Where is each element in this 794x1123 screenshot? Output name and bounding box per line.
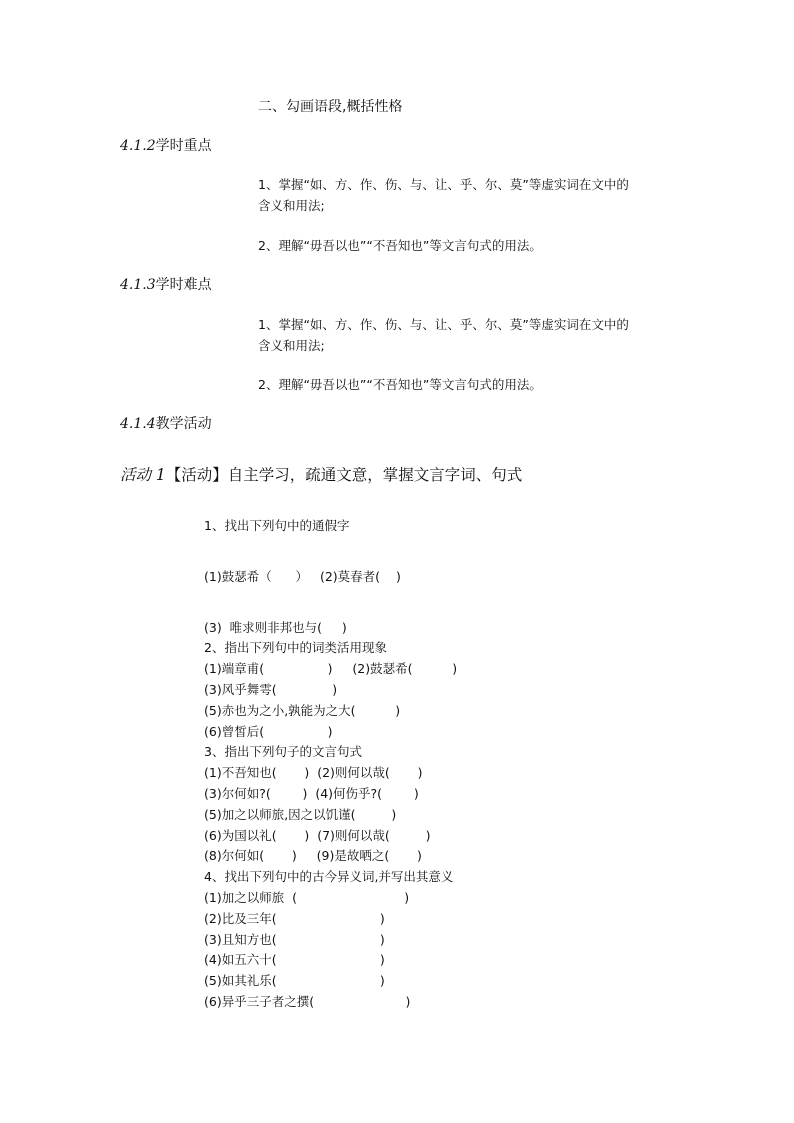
exercise-line: (6)异乎三子者之撰( ): [204, 994, 411, 1009]
list-item: 含义和用法;: [258, 338, 325, 353]
heading-number: 4.1.4: [120, 416, 156, 432]
heading-key-points: [120, 137, 212, 155]
heading-difficult-points: [120, 276, 212, 294]
exercise-line: (6)曾皙后( ): [204, 724, 333, 739]
exercise-line: (5)加之以师旅,因之以饥谨( ): [204, 807, 397, 822]
list-item: 1、掌握“如、方、作、伤、与、让、乎、尔、莫”等虚实词在文中的: [258, 317, 629, 332]
activity-text: 【活动】自主学习，疏通文意，掌握文言字词、句式: [165, 466, 523, 484]
list-item: 1、掌握“如、方、作、伤、与、让、乎、尔、莫”等虚实词在文中的: [258, 177, 629, 192]
exercise-line: (4)如五六十( ): [204, 952, 385, 967]
exercise-line: (1)加之以师旅 ( ): [204, 890, 410, 905]
activity-label: 活动 1: [120, 466, 166, 484]
section-title: 二、勾画语段,概括性格: [258, 99, 403, 115]
exercise-line: (5)赤也为之小,孰能为之大( ): [204, 703, 401, 718]
activity-line: [120, 465, 522, 485]
exercise-line: (2)比及三年( ): [204, 911, 385, 926]
exercise-heading: 3、指出下列句子的文言句式: [204, 744, 362, 759]
heading-number: 4.1.2: [120, 138, 156, 154]
exercise-line: (5)如其礼乐( ): [204, 973, 385, 988]
heading-teaching-activities: [120, 415, 212, 433]
heading-number: 4.1.3: [120, 277, 156, 293]
exercise-heading: 4、找出下列句中的古今异义词,并写出其意义: [204, 869, 454, 884]
exercise-line: (3)且知方也( ): [204, 932, 385, 947]
exercise-line: (1)不吾知也( ) (2)则何以哉( ): [204, 765, 423, 780]
exercise-line: (3) 唯求则非邦也与( ): [204, 620, 347, 635]
heading-text: 教学活动: [155, 416, 212, 432]
exercise-line: (6)为国以礼( ) (7)则何以哉( ): [204, 828, 431, 843]
exercise-heading: 2、指出下列句中的词类活用现象: [204, 640, 387, 655]
exercise-heading: 1、找出下列句中的通假字: [204, 518, 350, 533]
list-item: 含义和用法;: [258, 198, 325, 213]
exercise-line: (8)尔何如( ) (9)是故哂之( ): [204, 848, 422, 863]
list-item: 2、理解“毋吾以也”“不吾知也”等文言句式的用法。: [258, 377, 542, 392]
exercise-line: (3)尔何如?( ) (4)何伤乎?( ): [204, 786, 419, 801]
exercise-line: (3)风乎舞雩( ): [204, 682, 338, 697]
list-item: 2、理解“毋吾以也”“不吾知也”等文言句式的用法。: [258, 238, 542, 253]
heading-text: 学时难点: [155, 277, 212, 293]
heading-text: 学时重点: [155, 138, 212, 154]
exercise-line: (1)鼓瑟希（ ） (2)莫春者( ): [204, 569, 401, 584]
exercise-line: (1)端章甫( ) (2)鼓瑟希( ): [204, 661, 458, 676]
